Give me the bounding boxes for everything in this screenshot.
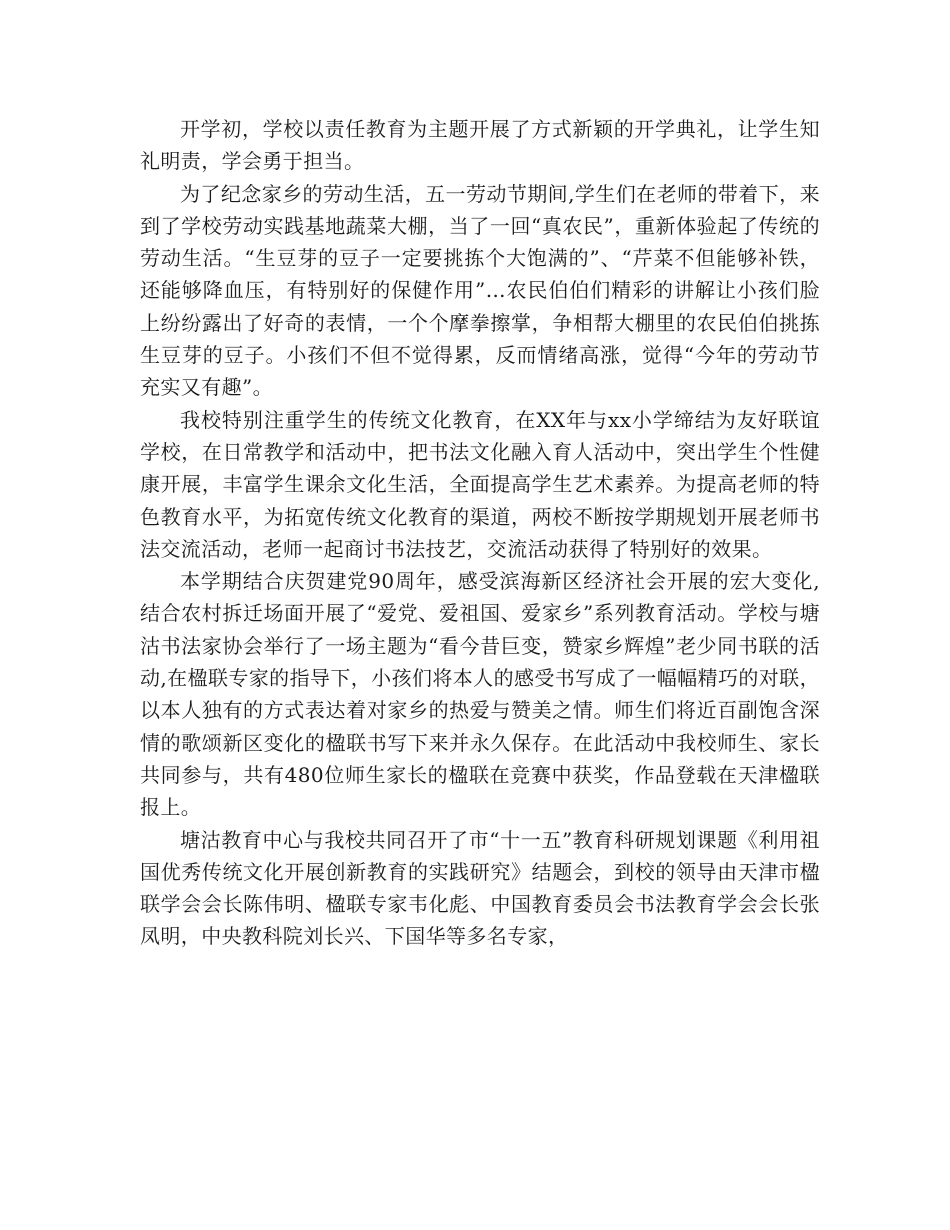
paragraph-labor-day: 为了纪念家乡的劳动生活，五一劳动节期间,学生们在老师的带着下，来到了学校劳动实践基地蔬菜大棚，当了一回“真农民”，重新体验起了传统的劳动生活。“生豆芽的豆子一定要挑拣个大饱满的”、“芹菜不但能够补铁，还能够降血压，有特别好的保健作用”…农民伯伯们精彩的讲解让小孩们脸上纷纷露出了好奇的表情，一个个摩拳擦掌，争相帮大棚里的农民伯伯挑拣生豆芽的豆子。小孩们不但不觉得累，反而情绪高涨，觉得“今年的劳动节充实又有趣”。 [140, 181, 820, 400]
paragraph-research-conclusion: 塘沽教育中心与我校共同召开了市“十一五”教育科研规划课题《利用祖国优秀传统文化开展创新教育的实践研究》结题会，到校的领导由天津市楹联学会会长陈伟明、楹联专家韦化彪、中国教育委员会书法教育学会会长张凤明，中央教科院刘长兴、下国华等多名专家， [140, 827, 820, 949]
document-body [140, 113, 820, 953]
paragraph-calligraphy-exchange: 我校特别注重学生的传统文化教育，在XX年与xx小学缔结为友好联谊学校，在日常教学和活动中，把书法文化融入育人活动中，突出学生个性健康开展，丰富学生课余文化生活，全面提高学生艺术素养。为提高老师的特色教育水平，为拓宽传统文化教育的渠道，两校不断按学期规划开展老师书法交流活动，老师一起商讨书法技艺，交流活动获得了特别好的效果。 [140, 407, 820, 561]
paragraph-party-anniversary: 本学期结合庆贺建党90周年，感受滨海新区经济社会开展的宏大变化,结合农村拆迁场面开展了“爱党、爱祖国、爱家乡”系列教育活动。学校与塘沽书法家协会举行了一场主题为“看今昔巨变，赞家乡辉煌”老少同书联的活动,在楹联专家的指导下，小孩们将本人的感受书写成了一幅幅精巧的对联，以本人独有的方式表达着对家乡的热爱与赞美之情。师生们将近百副饱含深情的歌颂新区变化的楹联书写下来并永久保存。在此活动中我校师生、家长共同参与，共有480位师生家长的楹联在竞赛中获奖，作品登载在天津楹联报上。 [140, 569, 820, 820]
paragraph-opening-ceremony: 开学初，学校以责任教育为主题开展了方式新颖的开学典礼，让学生知礼明责，学会勇于担当。 [140, 117, 820, 174]
